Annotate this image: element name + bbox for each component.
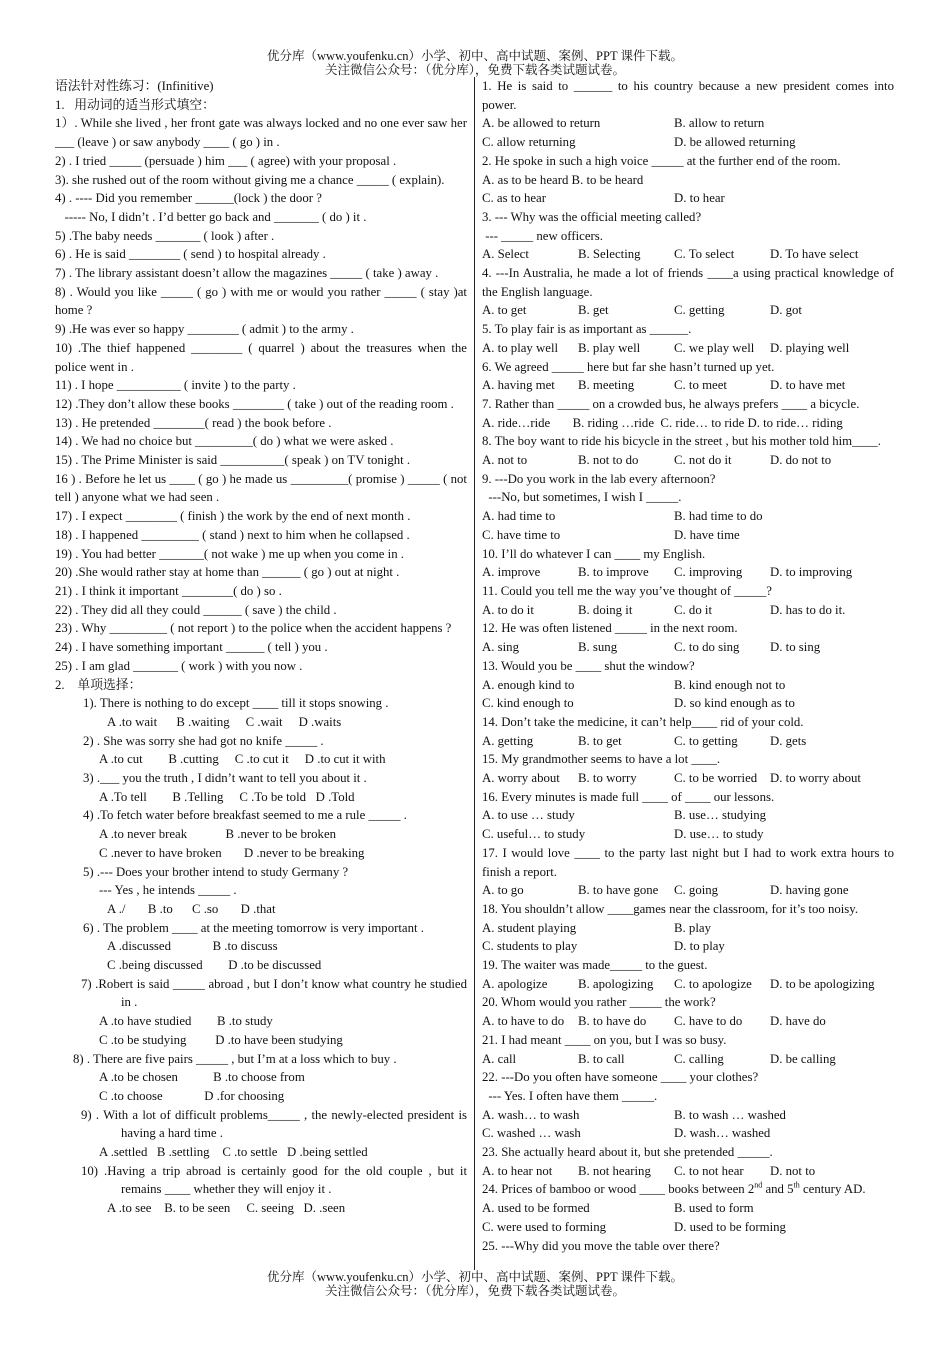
question-stem bbox=[482, 1180, 894, 1199]
fill-item: 23) . Why _________ ( not report ) to the police when the accident happens ? bbox=[55, 621, 452, 636]
fill-item: 21) . I think it important ________( do ) so . bbox=[55, 583, 282, 598]
answer-option: C. going bbox=[674, 883, 719, 898]
answer-option: C. improving bbox=[674, 565, 743, 580]
question-stem: 9. ---Do you work in the lab every afternoon? bbox=[482, 471, 716, 486]
answer-option: B. doing it bbox=[578, 602, 633, 617]
answer-option: A. to use … study bbox=[482, 808, 575, 823]
options-row bbox=[482, 339, 894, 358]
options-row bbox=[482, 806, 894, 825]
options-row bbox=[482, 171, 894, 190]
mc-options: C .to choose D .for choosing bbox=[99, 1088, 285, 1103]
answer-option: B. to wash … washed bbox=[674, 1107, 786, 1122]
answer-option: D. gets bbox=[770, 733, 807, 748]
answer-option: D. having gone bbox=[770, 883, 849, 898]
column-divider bbox=[474, 77, 475, 1270]
options-row bbox=[482, 732, 894, 751]
question-stem-line: --- Yes. I often have them _____. bbox=[482, 1088, 658, 1103]
fill-item: 16 ) . Before he let us ____ ( go ) he made us _________( promise ) _____ ( not tell ) anyone what we had seen . bbox=[55, 471, 471, 505]
answer-option: B. had time to do bbox=[674, 509, 763, 524]
answer-option: A. enough kind to bbox=[482, 677, 575, 692]
options-row bbox=[482, 376, 894, 395]
answer-option: C. were used to forming bbox=[482, 1219, 607, 1234]
question-stem: 2. He spoke in such a high voice _____ at the further end of the room. bbox=[482, 153, 841, 168]
options-row bbox=[482, 1162, 894, 1181]
question-stem: 22. ---Do you often have someone ____ your clothes? bbox=[482, 1070, 759, 1085]
options-row bbox=[482, 676, 894, 695]
answer-option: A. used to be formed bbox=[482, 1201, 590, 1216]
answer-option: A. not to bbox=[482, 453, 528, 468]
question-stem: 11. Could you tell me the way you’ve thought of _____? bbox=[482, 583, 772, 598]
answer-option: D. have do bbox=[770, 1014, 826, 1029]
answer-option: D. To have select bbox=[770, 247, 859, 262]
answer-option: B. to worry bbox=[578, 771, 637, 786]
section-1-heading: 1. 用动词的适当形式填空： bbox=[55, 97, 215, 112]
question-stem: 16. Every minutes is made full ____ of ____ our lessons. bbox=[482, 789, 775, 804]
mc-options: A .To tell B .Telling C .To be told D .Told bbox=[99, 789, 355, 804]
fill-item: 20) .She would rather stay at home than ______ ( go ) out at night . bbox=[55, 565, 400, 580]
fill-item: 24) . I have something important ______ ( tell ) you . bbox=[55, 640, 328, 655]
mc-question: 5) .--- Does your brother intend to study Germany ? bbox=[83, 864, 349, 879]
answer-option: A. having met bbox=[482, 378, 555, 393]
answer-option: A. be allowed to return bbox=[482, 116, 601, 131]
answer-option: D. do not to bbox=[770, 453, 832, 468]
answer-option: C. allow returning bbox=[482, 135, 576, 150]
question-stem: 10. I’ll do whatever I can ____ my English. bbox=[482, 546, 706, 561]
options-row bbox=[482, 301, 894, 320]
options-row bbox=[482, 1106, 894, 1125]
answer-option: C. useful… to study bbox=[482, 827, 586, 842]
answer-option: B. not hearing bbox=[578, 1163, 651, 1178]
mc-options: A .to wait B .waiting C .wait D .waits bbox=[107, 714, 342, 729]
options-row bbox=[482, 919, 894, 938]
footer-line-1: 优分库（www.youfenku.cn）小学、初中、高中试题、案例、PPT 课件下载。 bbox=[267, 1270, 683, 1284]
answer-option bbox=[674, 171, 866, 190]
answer-option: D. have time bbox=[674, 527, 740, 542]
options-row bbox=[482, 1124, 894, 1143]
options-row bbox=[482, 1199, 894, 1218]
options-row bbox=[482, 1218, 894, 1237]
answer-option: C. to apologize bbox=[674, 976, 752, 991]
mc-options: A .to see B. to be seen C. seeing D. .seen bbox=[107, 1201, 346, 1216]
answer-option: C. not do it bbox=[674, 453, 732, 468]
answer-option: D. got bbox=[770, 303, 802, 318]
question-stem: 3. --- Why was the official meeting called? bbox=[482, 209, 702, 224]
fill-item: 14) . We had no choice but _________( do ) what we were asked . bbox=[55, 434, 394, 449]
mc-options: A .to never break B .never to be broken bbox=[99, 827, 337, 842]
page-footer bbox=[0, 1270, 950, 1298]
answer-option: A. had time to bbox=[482, 509, 556, 524]
fill-item: 6) . He is said ________ ( send ) to hospital already . bbox=[55, 247, 326, 262]
answer-option: D. be allowed returning bbox=[674, 135, 796, 150]
mc-question: 9) . With a lot of difficult problems_____ , the newly-elected president is having a hard time . bbox=[81, 1107, 471, 1141]
fill-item: 18) . I happened _________ ( stand ) next to him when he collapsed . bbox=[55, 527, 410, 542]
answer-option: A. apologize bbox=[482, 976, 548, 991]
question-stem: 1. He is said to ______ to his country because a new president comes into power. bbox=[482, 79, 898, 112]
answer-option: D. wash… washed bbox=[674, 1126, 771, 1141]
fill-item: 3). she rushed out of the room without giving me a chance _____ ( explain). bbox=[55, 172, 445, 187]
mc-options: C .to be studying D .to have been studying bbox=[99, 1032, 343, 1047]
options-row bbox=[482, 189, 894, 208]
answer-option: A. worry about bbox=[482, 771, 560, 786]
answer-option: A. to get bbox=[482, 303, 527, 318]
mc-question: 6) . The problem ____ at the meeting tomorrow is very important . bbox=[83, 920, 424, 935]
answer-option: B. Selecting bbox=[578, 247, 641, 262]
answer-option: A. wash… to wash bbox=[482, 1107, 580, 1122]
answer-option: B. play bbox=[674, 920, 711, 935]
fill-item: 5) .The baby needs _______ ( look ) after . bbox=[55, 228, 275, 243]
header-line-1: 优分库（www.youfenku.cn）小学、初中、高中试题、案例、PPT 课件下载。 bbox=[267, 49, 683, 63]
answer-option: B. get bbox=[578, 303, 609, 318]
answer-option: C. calling bbox=[674, 1051, 724, 1066]
question-stem: 4. ---In Australia, he made a lot of friends ____a using practical knowledge of the English language. bbox=[482, 266, 898, 299]
answer-option: B. meeting bbox=[578, 378, 635, 393]
fill-item: 4) . ---- Did you remember ______(lock ) the door ? bbox=[55, 191, 322, 206]
mc-question: 2) . She was sorry she had got no knife _____ . bbox=[83, 733, 324, 748]
footer-line-2: 关注微信公众号：（优分库），免费下载各类试题试卷。 bbox=[324, 1284, 625, 1298]
question-stem: 12. He was often listened _____ in the next room. bbox=[482, 621, 738, 636]
mc-options: A .to be chosen B .to choose from bbox=[99, 1070, 305, 1085]
page-header bbox=[0, 49, 950, 77]
fill-item: 19) . You had better _______( not wake ) me up when you come in . bbox=[55, 546, 405, 561]
answer-option: C. have time to bbox=[482, 527, 561, 542]
options-row bbox=[482, 937, 894, 956]
superscript: th bbox=[793, 1181, 800, 1191]
answer-option: A. Select bbox=[482, 247, 529, 262]
answer-option: A. to hear not bbox=[482, 1163, 553, 1178]
answer-option: A. getting bbox=[482, 733, 534, 748]
answer-option: B. to have do bbox=[578, 1014, 647, 1029]
answer-option: C. have to do bbox=[674, 1014, 743, 1029]
answer-option: A. improve bbox=[482, 565, 541, 580]
options-row bbox=[482, 769, 894, 788]
answer-option: C. kind enough to bbox=[482, 696, 574, 711]
question-stem: 15. My grandmother seems to have a lot ____. bbox=[482, 752, 721, 767]
answer-option: D. to play bbox=[674, 939, 725, 954]
options-row bbox=[482, 881, 894, 900]
fill-item: 13) . He pretended ________( read ) the book before . bbox=[55, 415, 332, 430]
fill-item: 9) .He was ever so happy ________ ( admit ) to the army . bbox=[55, 322, 354, 337]
answer-option: D. to sing bbox=[770, 640, 821, 655]
question-text: and 5 bbox=[762, 1182, 794, 1197]
mc-question: 10) .Having a trip abroad is certainly good for the old couple , but it remains ____ whether they will enjoy it . bbox=[81, 1163, 471, 1197]
answer-option: B. kind enough not to bbox=[674, 677, 786, 692]
mc-question: 1). There is nothing to do except ____ till it stops snowing . bbox=[83, 696, 389, 711]
answer-option: B. not to do bbox=[578, 453, 639, 468]
question-stem: 17. I would love ____ to the party last night but I had to work extra hours to finish a report. bbox=[482, 845, 898, 879]
answer-option: C. students to play bbox=[482, 939, 578, 954]
left-column bbox=[55, 77, 471, 1218]
answer-option: C. as to hear bbox=[482, 191, 546, 206]
question-stem: 23. She actually heard about it, but she pretended _____. bbox=[482, 1145, 773, 1160]
question-stem: 20. Whom would you rather _____ the work? bbox=[482, 995, 716, 1010]
options-row bbox=[482, 694, 894, 713]
options-row bbox=[482, 825, 894, 844]
options-row bbox=[482, 975, 894, 994]
answer-option: C. to getting bbox=[674, 733, 738, 748]
question-stem: 21. I had meant ____ on you, but I was so busy. bbox=[482, 1032, 727, 1047]
question-stem: 6. We agreed _____ here but far she hasn’t turned up yet. bbox=[482, 359, 775, 374]
answer-option: D. to hear bbox=[674, 191, 725, 206]
fill-item: 2) . I tried _____ (persuade ) him ___ ( agree) with your proposal . bbox=[55, 153, 397, 168]
answer-option: D. has to do it. bbox=[770, 602, 846, 617]
mc-options: C .being discussed D .to be discussed bbox=[107, 958, 322, 973]
options-row bbox=[482, 1012, 894, 1031]
answer-option: D. used to be forming bbox=[674, 1219, 786, 1234]
answer-option: C. washed … wash bbox=[482, 1126, 581, 1141]
options-row bbox=[482, 601, 894, 620]
options-row bbox=[482, 526, 894, 545]
answer-option: C. we play well bbox=[674, 340, 755, 355]
answer-option: C. to be worried bbox=[674, 771, 758, 786]
fill-item: 15) . The Prime Minister is said __________( speak ) on TV tonight . bbox=[55, 453, 411, 468]
question-text: century AD. bbox=[799, 1182, 866, 1197]
options-row bbox=[482, 507, 894, 526]
answer-option: C. to not hear bbox=[674, 1163, 744, 1178]
question-stem-line: ---No, but sometimes, I wish I _____. bbox=[482, 490, 682, 505]
answer-option: A. as to be heard B. to be heard bbox=[482, 172, 644, 187]
options-row bbox=[482, 563, 894, 582]
options-row bbox=[482, 245, 894, 264]
answer-option: C. To select bbox=[674, 247, 735, 262]
question-stem: 19. The waiter was made_____ to the guest. bbox=[482, 958, 708, 973]
answer-option: B. to have gone bbox=[578, 883, 659, 898]
mc-options: A .to have studied B .to study bbox=[99, 1014, 273, 1029]
fill-item: 12) .They don’t allow these books ________ ( take ) out of the reading room . bbox=[55, 396, 454, 411]
mc-options: A .to cut B .cutting C .to cut it D .to cut it with bbox=[99, 752, 386, 767]
mc-options: C .never to have broken D .never to be breaking bbox=[99, 845, 365, 860]
fill-item: 1）. While she lived , her front gate was always locked and no one ever saw her ___ (leave ) or saw anybody ____ ( go ) in . bbox=[55, 116, 471, 150]
question-stem-line: --- _____ new officers. bbox=[482, 228, 603, 243]
answer-option: A. student playing bbox=[482, 920, 577, 935]
answer-option: D. to improving bbox=[770, 565, 853, 580]
answer-option: B. use… studying bbox=[674, 808, 767, 823]
options-row bbox=[482, 638, 894, 657]
fill-item: 8) . Would you like _____ ( go ) with me or would you rather _____ ( stay )at home ? bbox=[55, 284, 471, 318]
mc-question: 3) .___ you the truth , I didn’t want to tell you about it . bbox=[83, 771, 367, 786]
answer-option: B. to get bbox=[578, 733, 622, 748]
mc-options: A ./ B .to C .so D .that bbox=[107, 901, 276, 916]
answer-option: D. not to bbox=[770, 1163, 816, 1178]
answer-option: B. apologizing bbox=[578, 976, 654, 991]
answer-option: A. to play well bbox=[482, 340, 559, 355]
answer-option: B. sung bbox=[578, 640, 618, 655]
superscript: nd bbox=[754, 1181, 763, 1191]
mc-question: 4) .To fetch water before breakfast seemed to me a rule _____ . bbox=[83, 808, 407, 823]
answer-option: A. to do it bbox=[482, 602, 534, 617]
answer-option: A. to have to do bbox=[482, 1014, 565, 1029]
fill-item: 11) . I hope __________ ( invite ) to the party . bbox=[55, 378, 296, 393]
answer-option: C. to meet bbox=[674, 378, 727, 393]
answer-option: D. so kind enough as to bbox=[674, 696, 795, 711]
section-2-heading: 2. 单项选择： bbox=[55, 677, 142, 692]
mc-question: 8) . There are five pairs _____ , but I’m at a loss which to buy . bbox=[73, 1051, 397, 1066]
fill-item: 25) . I am glad _______ ( work ) with you now . bbox=[55, 658, 303, 673]
mc-options: A .settled B .settling C .to settle D .being settled bbox=[99, 1145, 368, 1160]
fill-item: 22) . They did all they could ______ ( save ) the child . bbox=[55, 602, 337, 617]
answer-option: B. to improve bbox=[578, 565, 649, 580]
question-text: 24. Prices of bamboo or wood ____ books between 2 bbox=[482, 1182, 755, 1197]
answer-option: A. to go bbox=[482, 883, 524, 898]
answer-option: B. play well bbox=[578, 340, 641, 355]
options-row bbox=[482, 114, 894, 133]
answer-option: D. be calling bbox=[770, 1051, 836, 1066]
question-stem: 13. Would you be ____ shut the window? bbox=[482, 658, 695, 673]
options-row bbox=[482, 1050, 894, 1069]
mc-options: --- Yes , he intends _____ . bbox=[99, 883, 237, 898]
header-line-2: 关注微信公众号：（优分库），免费下载各类试题试卷。 bbox=[324, 63, 625, 77]
answer-option: D. to worry about bbox=[770, 771, 861, 786]
answer-option: C. do it bbox=[674, 602, 713, 617]
options-row bbox=[482, 451, 894, 470]
question-stem: 5. To play fair is as important as ______. bbox=[482, 322, 692, 337]
fill-item: 7) . The library assistant doesn’t allow the magazines _____ ( take ) away . bbox=[55, 266, 439, 281]
answer-option: B. used to form bbox=[674, 1201, 754, 1216]
answer-option: B. to call bbox=[578, 1051, 625, 1066]
mc-question: 7) .Robert is said _____ abroad , but I don’t know what country he studied in . bbox=[81, 976, 471, 1010]
answer-option: D. to be apologizing bbox=[770, 976, 875, 991]
fill-item: ----- No, I didn’t . I’d better go back and _______ ( do ) it . bbox=[55, 209, 367, 224]
question-stem: 18. You shouldn’t allow ____games near the classroom, for it’s too noisy. bbox=[482, 901, 859, 916]
fill-item: 10) .The thief happened ________ ( quarrel ) about the treasures when the police went in . bbox=[55, 340, 471, 374]
mc-options: A .discussed B .to discuss bbox=[107, 939, 278, 954]
fill-item: 17) . I expect ________ ( finish ) the work by the end of next month . bbox=[55, 509, 411, 524]
exercise-title: 语法针对性练习：(Infinitive) bbox=[55, 79, 214, 93]
answer-option: B. allow to return bbox=[674, 116, 765, 131]
question-stem: 8. The boy want to ride his bicycle in the street , but his mother told him____. bbox=[482, 434, 881, 449]
answer-option: D. use… to study bbox=[674, 827, 764, 842]
answer-option: C. getting bbox=[674, 303, 725, 318]
answer-option: A. sing bbox=[482, 640, 519, 655]
options-row bbox=[482, 133, 894, 152]
question-stem: 25. ---Why did you move the table over there? bbox=[482, 1238, 720, 1253]
answer-option: C. to do sing bbox=[674, 640, 740, 655]
question-stem: 14. Don’t take the medicine, it can’t help____ rid of your cold. bbox=[482, 714, 804, 729]
answer-option: D. to have met bbox=[770, 378, 846, 393]
answer-option: D. playing well bbox=[770, 340, 850, 355]
options-row: A. ride…ride B. riding …ride C. ride… to ride D. to ride… riding bbox=[482, 415, 843, 430]
answer-option: A. call bbox=[482, 1051, 517, 1066]
question-stem: 7. Rather than _____ on a crowded bus, he always prefers ____ a bicycle. bbox=[482, 396, 860, 411]
right-column bbox=[482, 77, 898, 1255]
